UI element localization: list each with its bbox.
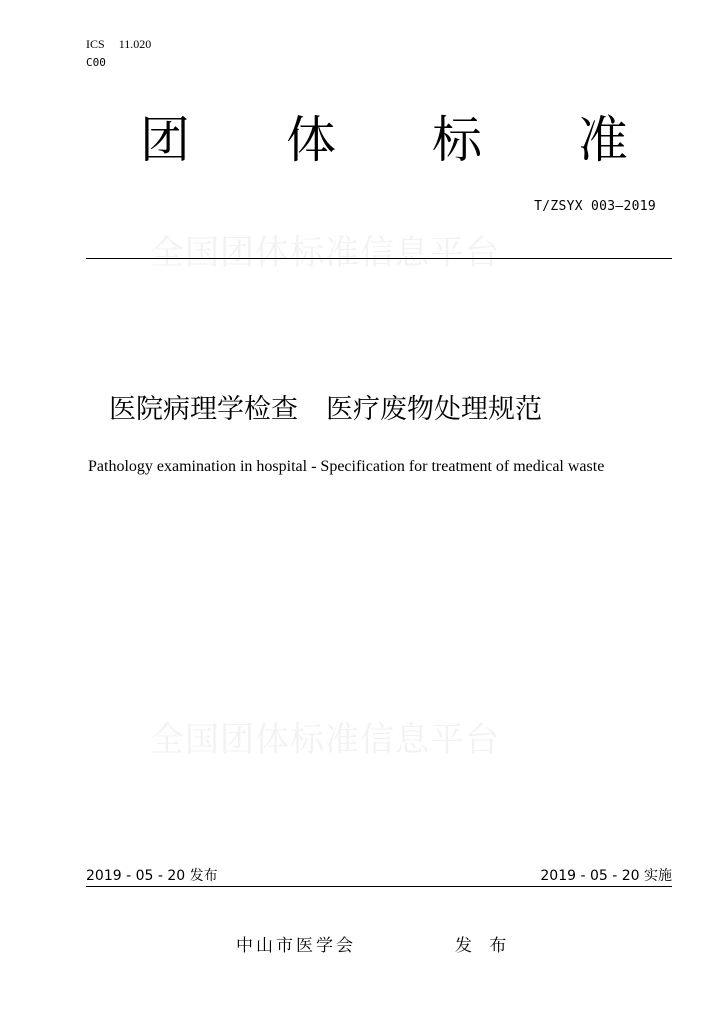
document-title-cn [109,392,542,428]
title-char-2: 体 [286,111,336,169]
ccs-code: C00 [86,56,106,69]
publish-label: 发 布 [455,936,513,956]
watermark-top: 全国团体标准信息平台 [150,233,500,273]
document-title-cn-part2: 医疗废物处理规范 [326,394,542,425]
ics-code: 11.020 [118,37,152,51]
ics-classification [86,37,151,51]
implementation-date: 2019 - 05 - 20 实施 [540,868,672,884]
publish-date: 2019 - 05 - 20 发布 [86,868,218,884]
title-char-3: 标 [432,111,482,169]
publisher-name: 中山市医学会 [236,936,356,956]
ics-label: ICS [86,37,105,51]
header-divider [86,258,672,259]
watermark-bottom: 全国团体标准信息平台 [150,720,500,760]
document-title-en: Pathology examination in hospital - Specification for treatment of medical waste [88,458,605,475]
document-title-cn-part1: 医院病理学检查 [109,394,298,425]
standard-number: T/ZSYX 003—2019 [534,199,656,214]
title-char-4: 准 [578,111,628,169]
title-char-1: 团 [140,111,190,169]
footer-divider [86,886,672,887]
